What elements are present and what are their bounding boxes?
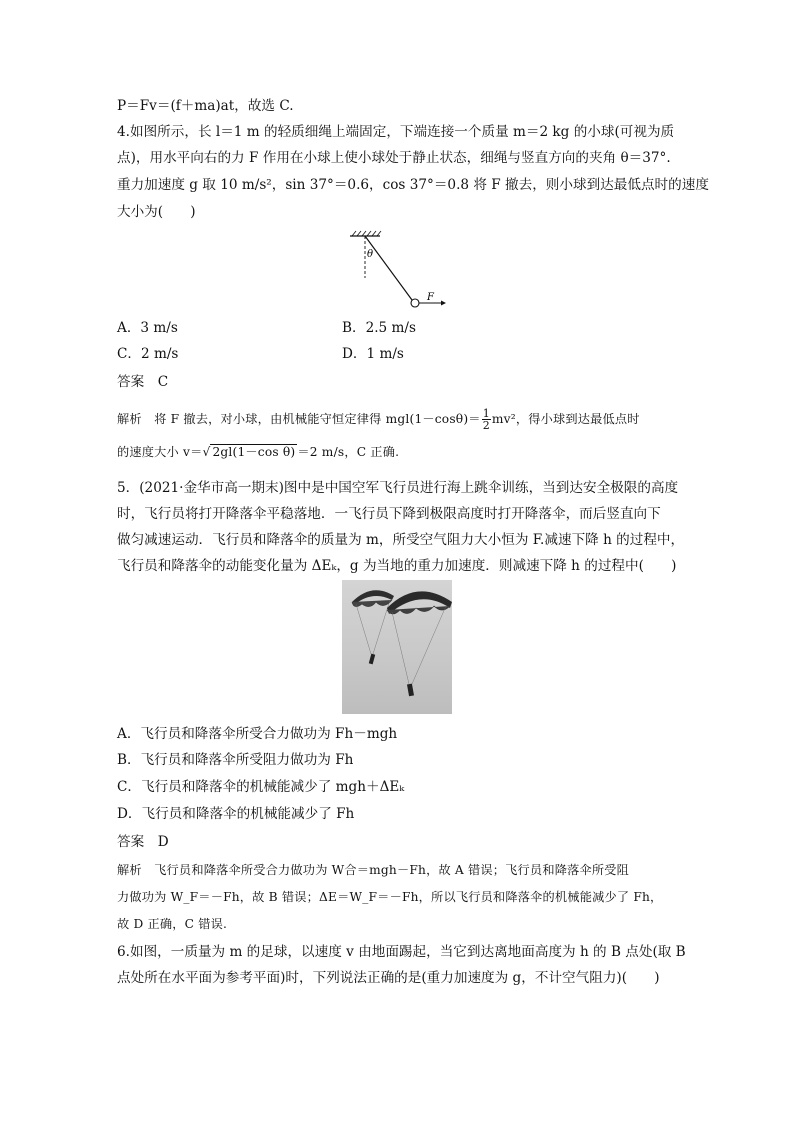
- q5-option-a: A．飞行员和降落伞所受合力做功为 Fh－mgh: [117, 726, 398, 742]
- q5-analysis-line-3: 故 D 正确，C 错误.: [117, 917, 228, 931]
- q4-text-line-2: 点)，用水平向右的力 F 作用在小球上使小球处于静止状态，细绳与竖直方向的夹角 θ＝37°.: [117, 150, 671, 166]
- q4-analysis-1-post: mv²，得小球到达最低点时: [491, 412, 640, 426]
- q6-text-line-1: 6.如图，一质量为 m 的足球，以速度 v 由地面踢起，当它到达离地面高度为 h 的 B 点处(取 B: [117, 944, 686, 960]
- q5-text-line-2: 时，飞行员将打开降落伞平稳落地．一飞行员下降到极限高度时打开降落伞，而后竖直向下: [117, 506, 661, 522]
- q5-option-b: B．飞行员和降落伞所受阻力做功为 Fh: [117, 752, 354, 768]
- q5-text-line-1: 5．(2021·金华市高一期末)图中是中国空军飞行员进行海上跳伞训练，当到达安全极限的高度: [117, 480, 679, 496]
- q4-option-b: B．2.5 m/s: [342, 320, 416, 336]
- q6-text-line-2: 点处所在水平面为参考平面)时，下列说法正确的是(重力加速度为 g，不计空气阻力)( ): [117, 970, 660, 986]
- pendulum-figure: [345, 228, 455, 310]
- q4-option-d: D．1 m/s: [342, 346, 404, 362]
- angle-label: θ: [367, 249, 374, 260]
- q3-solution-tail: P＝Fv＝(f＋ma)at，故选 C.: [117, 98, 294, 114]
- ball: [411, 299, 419, 307]
- q4-analysis-line-1: [117, 408, 640, 431]
- ceiling-hatch: [350, 231, 381, 236]
- sqrt-sign: √: [202, 445, 211, 459]
- q4-text-line-3: 重力加速度 g 取 10 m/s²，sin 37°＝0.6，cos 37°＝0.8 将 F 撤去，则小球到达最低点时的速度: [117, 177, 709, 193]
- rope: [365, 236, 412, 300]
- q4-analysis-2-pre: 的速度大小 v＝: [117, 445, 203, 459]
- q4-answer: 答案 C: [117, 374, 169, 390]
- q5-answer: 答案 D: [117, 834, 169, 850]
- q4-analysis-2-post: ＝2 m/s，C 正确.: [297, 445, 400, 459]
- q4-text-line-4: 大小为( ): [117, 204, 196, 220]
- sqrt-content: 2gl(1－cos θ): [212, 445, 296, 459]
- frac-denominator: 2: [482, 419, 490, 432]
- q5-text-line-3: 做匀减速运动．飞行员和降落伞的质量为 m，所受空气阻力大小恒为 F.减速下降 h 的过程中，: [117, 532, 685, 548]
- parachute-illustration: [342, 580, 452, 714]
- q4-analysis-line-2: [117, 442, 399, 462]
- q5-analysis-line-2: 力做功为 W_F＝－Fh，故 B 错误；ΔE＝W_F＝－Fh，所以飞行员和降落伞的机械能减少了 Fh，: [117, 890, 663, 904]
- q4-option-c: C．2 m/s: [117, 346, 179, 362]
- q4-analysis-1-pre: 解析 将 F 撤去，对小球，由机械能守恒定律得 mgl(1－cosθ)＝: [117, 412, 481, 426]
- fraction-one-half: [482, 408, 491, 431]
- frac-numerator: 1: [482, 407, 490, 420]
- q5-option-d: D．飞行员和降落伞的机械能减少了 Fh: [117, 806, 355, 822]
- q5-option-c: C．飞行员和降落伞的机械能减少了 mgh＋ΔEₖ: [117, 779, 405, 795]
- q5-analysis-line-1: 解析 飞行员和降落伞所受合力做功为 W合＝mgh－Fh，故 A 错误；飞行员和降落伞所受阻: [117, 863, 630, 877]
- q4-option-a: A．3 m/s: [117, 320, 178, 336]
- force-label: F: [427, 292, 434, 303]
- q4-text-line-1: 4.如图所示，长 l＝1 m 的轻质细绳上端固定，下端连接一个质量 m＝2 kg 的小球(可视为质: [117, 124, 675, 140]
- q5-text-line-4: 飞行员和降落伞的动能变化量为 ΔEₖ，g 为当地的重力加速度．则减速下降 h 的过程中( ): [117, 558, 677, 574]
